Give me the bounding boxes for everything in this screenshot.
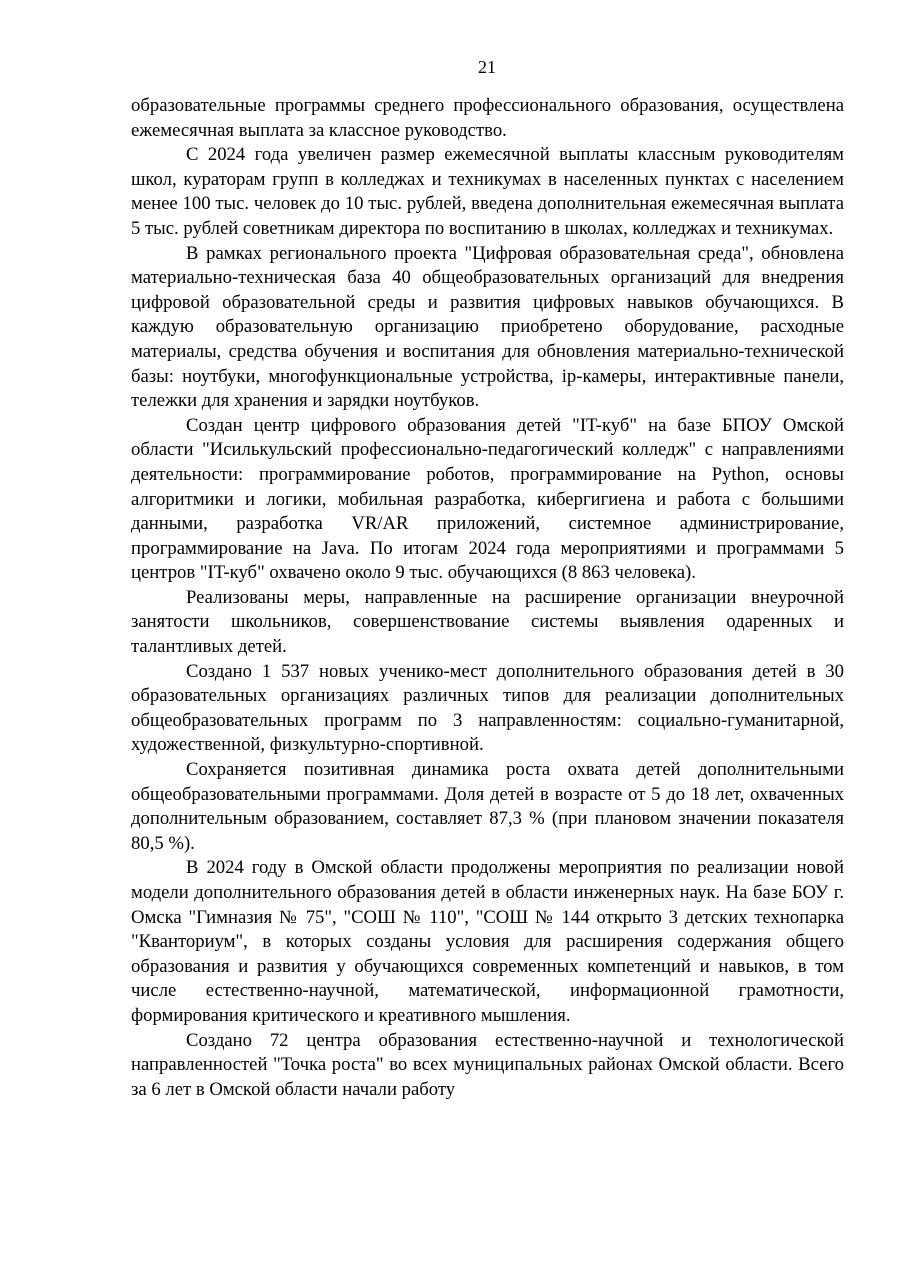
paragraph: Создан центр цифрового образования детей "IT-куб" на базе БПОУ Омской области "Исилькульский профессионально-педагогический колледж" с направлениями деятельности: программирование роботов, программирование на Python, основы алгоритмики и логики, мобильная разработка, кибергигиена и работа с большими данными, разработка VR/AR приложений, системное администрирование, программирование на Java. По итогам 2024 года мероприятиями и программами 5 центров "IT-куб" охвачено около 9 тыс. обучающихся (8 863 человека). [131,414,844,584]
paragraph: С 2024 года увеличен размер ежемесячной выплаты классным руководителям школ, кураторам групп в колледжах и техникумах в населенных пунктах с населением менее 100 тыс. человек до 10 тыс. рублей, введена дополнительная ежемесячная выплата 5 тыс. рублей советникам директора по воспитанию в школах, колледжах и техникумах. [131,144,844,239]
page-number: 21 [478,57,496,77]
document-body [131,94,844,1102]
paragraph: В рамках регионального проекта "Цифровая образовательная среда", обновлена материально-техническая база 40 общеобразовательных организаций для внедрения цифровой образовательной среды и развития цифровых навыков обучающихся. В каждую образовательную организацию приобретено оборудование, расходные материалы, средства обучения и воспитания для обновления материально-технической базы: ноутбуки, многофункциональные устройства, ip-камеры, интерактивные панели, тележки для хранения и зарядки ноутбуков. [131,242,844,412]
paragraph: В 2024 году в Омской области продолжены мероприятия по реализации новой модели дополнительного образования детей в области инженерных наук. На базе БОУ г. Омска "Гимназия № 75", "СОШ № 110", "СОШ № 144 открыто 3 детских технопарка "Кванториум", в которых созданы условия для расширения содержания общего образования и развития у обучающихся современных компетенций и навыков, в том числе естественно-научной, математической, информационной грамотности, формирования критического и креативного мышления. [131,857,844,1026]
paragraph: Сохраняется позитивная динамика роста охвата детей дополнительными общеобразовательными программами. Доля детей в возрасте от 5 до 18 лет, охваченных дополнительным образованием, составляет 87,3 % (при плановом значении показателя 80,5 %). [131,759,844,854]
paragraph: образовательные программы среднего профессионального образования, осуществлена ежемесячная выплата за классное руководство. [131,95,844,141]
paragraph: Реализованы меры, направленные на расширение организации внеурочной занятости школьников, совершенствование системы выявления одаренных и талантливых детей. [131,586,844,658]
paragraph: Создано 72 центра образования естественно-научной и технологической направленностей "Точка роста" во всех муниципальных районах Омской области. Всего за 6 лет в Омской области начали работу [131,1029,844,1100]
paragraph: Создано 1 537 новых ученико-мест дополнительного образования детей в 30 образовательных организациях различных типов для реализации дополнительных общеобразовательных программ по 3 направленностям: социально-гуманитарной, художественной, физкультурно-спортивной. [131,660,844,756]
